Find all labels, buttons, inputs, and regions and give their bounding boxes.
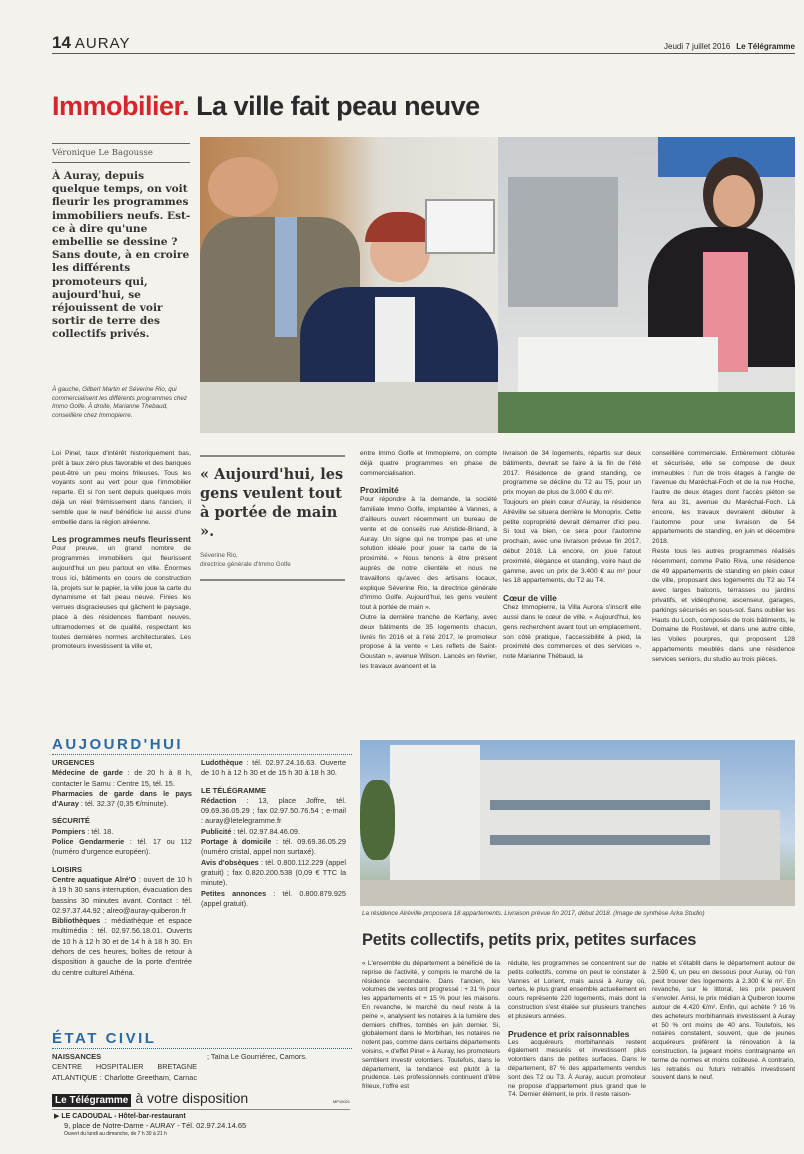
aujourdhui-col-1 <box>52 758 192 978</box>
category-heading: URGENCES <box>52 758 95 767</box>
box-title: AUJOURD'HUI <box>52 736 352 755</box>
issue-date: Jeudi 7 juillet 2016 <box>664 42 731 51</box>
entry-text: : tél. 32.37 (0,35 €/minute). <box>78 799 169 809</box>
paragraph: Reste tous les autres programmes réalisés récemment, comme Patio Riva, une résidence de 49 appartements de standing en plein cœur de ville, proposant des logements du T2 au T4 avec larges balcons, terrasses ou jardins privatifs, et vidéophone, ascenseur, garages, parkings sécurisés en sous-sol. Sans oublier les Hauts du Loch, composés de trois bâtiments, le Domaine de Rostevel, et dans une autre cible, les Voiles pourpres, qui proposent 128 appartements meublés dans une résidence services seniors, du studio au trois pièces. <box>652 547 795 663</box>
title-kicker: Immobilier. <box>52 91 190 121</box>
title-main: La ville fait peau neuve <box>196 91 480 121</box>
page-number: 14 <box>52 33 71 52</box>
paragraph: Les acquéreurs morbihannais restent également mesurés et investissent plus volontiers dans de petites surfaces. Dans le département, 87 % des appartements vendus sont des T2 ou T3. À Auray, aucun promoteur ne propose d'appartement plus grand que le T4. Dernier élément, le prix. Il reste raison- <box>508 1038 646 1099</box>
entry-text: : ouvert de 10 h à 19 h 30 sans interruption, évacuation des bassins 30 minutes avant. Contact : tél. 02.97.37.44.92 ; alreo@auray-quiberon.fr <box>52 874 192 915</box>
category-heading: LOISIRS <box>52 864 83 874</box>
entry-label: Ludothèque <box>201 758 243 767</box>
entry-label: Police Gendarmerie <box>52 837 125 847</box>
article-lead: À Auray, depuis quelque temps, on voit fleurir les programmes immobiliers neufs. Est-ce à dire qu'une embellie se dessine ? Sans doute, à en croire les différents promoteurs qui, aujourd'hui, se réjouissent de voir sortir de terre des collectifs privés. <box>52 170 191 341</box>
paragraph: Chez Immopierre, la Villa Aurora s'inscrit elle aussi dans le cœur de ville. « Aujourd'hui, les gens recherchent avant tout un emplacement, son côté pratique, l'accessibilité à pied, la proximité des commerces et des services », note Marianne Thébaud, la <box>503 604 641 661</box>
pull-quote <box>200 455 345 581</box>
article-column-1 <box>52 449 191 652</box>
paragraph: réduite, les programmes se concentrent sur de petits collectifs, comme on peut le constater à Vannes et Lorient, mais aussi à Auray où, certes, le plus grand ensemble actuellement en cours représente 220 logements, mais dont la construction s'est étalée sur plusieurs tranches et plusieurs années. <box>508 960 646 1020</box>
ad-ref: MP10021 <box>332 1099 350 1104</box>
photo-immo-golfe <box>200 137 498 433</box>
aujourdhui-col-2 <box>201 758 346 909</box>
paragraph: entre Immo Golfe et Immopierre, on compte déjà quatre programmes en phase de commercialisation. <box>360 450 497 477</box>
subheading: Proximité <box>360 485 399 496</box>
photo-caption: À gauche, Gilbert Martin et Séverine Rio, qui commercialisent les différents programmes chez Immo Golfe. À droite, Marianne Thebaud, conseillère chez Immopierre. <box>52 386 188 419</box>
entry-label: Rédaction <box>201 795 237 805</box>
entry-text: : tél. 17 ou 112 (numéro d'urgence européen). <box>52 837 192 857</box>
entry-label: Médecine de garde <box>52 768 123 778</box>
ad-title: à votre disposition <box>135 1090 249 1106</box>
etat-civil-box <box>52 1030 352 1083</box>
brand-logo: Le Télégramme <box>52 1094 131 1107</box>
subheading: Les programmes neufs fleurissent <box>52 534 191 545</box>
entry-text: : tél. 0.800.879.925 (appel gratuit). <box>201 888 346 908</box>
listing-hours: Ouvert du lundi au dimanche, de 7 h 30 à 21 h <box>64 1131 167 1137</box>
entry-text: CENTRE HOSPITALIER BRETAGNE ATLANTIQUE : Charlotte Greetham, Carnac ; Taïna Le Gourriérec, Camors. <box>52 1052 308 1082</box>
article2-title: Petits collectifs, petits prix, petites surfaces <box>362 931 697 949</box>
article-column-4 <box>503 449 641 662</box>
quote-author: Séverine Rio, <box>200 552 238 559</box>
article2-column-2 <box>508 960 646 1100</box>
entry-label: Pharmacies de garde dans le pays d'Auray <box>52 788 192 809</box>
listing-name: LE CADOUDAL - Hôtel-bar-restaurant <box>61 1113 186 1120</box>
paragraph: Pour répondre à la demande, la société familiale Immo Golfe, implantée à Vannes, a d'ailleurs ouvert récemment un bureau de vente et de conseils rue Aristide-Briand, à Auray. Un signe qui ne trompe pas et une solution idéale pour jouer la carte de la proximité. « Nous tenons à être présent auprès de notre clientèle et nous ne travaillons qu'avec des artisans locaux, explique Séverine Rio, la directrice générale d'Immo Golfe. Aujourd'hui, les gens veulent tout à portée de main ». <box>360 496 497 612</box>
subheading: Prudence et prix raisonnables <box>508 1028 630 1039</box>
entry-text: : tél. 18. <box>85 826 114 836</box>
paragraph: conseillère commerciale. Entièrement clôturée et sécurisée, elle se compose de deux immeubles : l'un de trois étages à l'angle de l'avenue du Maréchal-Foch et de la rue Hoche, l'autre de deux étages dont l'accès piéton se fera au 31, avenue du Maréchal-Foch. Là encore, les travaux devraient débuter à l'automne pour une livraison de 54 appartements de standing, en juin et décembre 2018. <box>652 450 795 546</box>
entry-text: : tél. 0.800.112.229 (appel gratuit) ; fax 0.820.200.538 (0,09 € TTC la minute). <box>201 857 346 888</box>
telegramme-ad-header <box>52 1090 350 1110</box>
article-column-3 <box>360 449 497 672</box>
paragraph: Toujours en plein cœur d'Auray, la résidence Alréville se situera derrière le Monoprix. Cette petite copropriété devrait démarrer d'ici peu. Si tout va bien, ce sera pour l'automne prochain, avec une livraison prévue fin 2017, début 2018. Là encore, on joue l'atout proximité, élégance et standing, voire haut de gamme, avec un prix de 3.400 € au m² pour les 18 appartements, du T2 au T4. <box>503 498 641 585</box>
entry-label: Portage à domicile <box>201 837 272 847</box>
page-header <box>52 33 795 54</box>
paragraph: nable et s'établit dans le département autour de 2.590 €, un peu en dessous pour Auray, où l'on peut trouver des logements à 2.300 € le m². En revanche, sur le littoral, les prix peuvent s'envoler. Ainsi, le prix médian à Quiberon tourne autour de 4.420 €/m². Enfin, qui achète ? 16 % des acheteurs morbihannais investissent à Auray et 50 % ont moins de 40 ans. Toutefois, les notaires constatent, souvent, que de jeunes acquéreurs préfèrent la rénovation à la construction, la jugeant moins contraignante en terme de normes et moins coûteuse. A contrario, les retraités ou futurs retraités investissent souvent dans le neuf. <box>652 960 795 1082</box>
entry-text: : tél. 02.97.24.16.63. Ouverte de 10 h à 12 h 30 et de 15 h 30 à 18 h 30. <box>201 758 346 778</box>
entry-text: : tél. 02.97.84.46.09. <box>231 826 300 836</box>
paragraph: Outre la dernière tranche de Kerfany, avec deux bâtiments de 35 logements chacun, livrés fin 2016 et à l'été 2017, le promoteur propose à la vente « Les reflets de Saint-Goustan », avenue Wilson. Lancés en février, les travaux avancent et la <box>360 613 497 670</box>
entry-text: : 13, place Joffre, tél. 09.69.36.05.29 ; fax 02.97.50.76.54 ; e-mail : auray@letelegramme.fr <box>201 795 346 826</box>
article2-column-3 <box>652 960 795 1083</box>
byline: Véronique Le Bagousse <box>52 143 190 163</box>
entry-text: : tél. 09.69.36.05.29 (numéro cristal, appel non surtaxé). <box>201 837 346 857</box>
paragraph: Loi Pinel, taux d'intérêt historiquement bas, prêt à taux zéro plus favorable et des banques peut-être un peu moins frileuses. Tous les voyants sont au vert pour que l'immobilier reparte. Et si l'on sent depuis quelques mois déjà un réel frémissement dans l'ancien, il semble que le neuf bénéficie lui aussi d'une embellie dans la région alréenne. <box>52 450 191 526</box>
article-column-5 <box>652 449 795 665</box>
entry-label: Centre aquatique Alré'O <box>52 874 137 884</box>
residence-rendering-image <box>360 740 795 906</box>
entry-label: Petites annonces <box>201 888 267 898</box>
subheading: Cœur de ville <box>503 593 557 604</box>
photo-immopierre <box>498 137 795 433</box>
paragraph: Pour preuve, un grand nombre de programmes immobiliers qui fleurissent aujourd'hui un peu partout en ville. Énormes trous ici, bâtiments en cours de construction là, projets sur le papier, la ville joue la carte du dynamisme et fait peau neuve. Finies les verrues disgracieuses qui gâchent le paysage, place à des résidences flambant neuves, ultramodernes et de qualité, respectant les toutes dernières normes architecturales. Les promoteurs investissent la ville et, <box>52 545 191 651</box>
listing-address: 9, place de Notre-Dame - AURAY - Tél. 02.97.24.14.65 <box>64 1121 247 1130</box>
category-heading: NAISSANCES <box>52 1052 102 1061</box>
aujourdhui-box <box>52 736 352 755</box>
paragraph: livraison de 34 logements, répartis sur deux bâtiments, devrait se faire à la fin de l'été 2017. Résidence de grand standing, ce programme se décline du T2 au T5, pour un prix moyen de plus de 3.000 € du m². <box>503 450 641 497</box>
entry-label: Publicité <box>201 826 232 836</box>
entry-text: : de 20 h à 8 h, contacter le Samu : Centre 15, tél. 15. <box>52 768 192 788</box>
article2-column-1 <box>362 960 500 1092</box>
entry-label: Avis d'obsèques <box>201 857 259 867</box>
quote-text: « Aujourd'hui, les gens veulent tout à portée de main ». <box>200 466 344 540</box>
article-title <box>52 90 752 122</box>
newspaper-name: Le Télégramme <box>736 42 795 51</box>
box-title: ÉTAT CIVIL <box>52 1030 352 1049</box>
entry-text: : médiathèque et espace multimédia : tél. 02.97.56.18.01. Ouverts de 10 h à 12 h 30 et de 14 h à 18 h 30. En dehors de ces heures, boîtes de retour à disposition à gauche de la porte d'entrée du centre culturel Athéna. <box>52 916 192 977</box>
paragraph: « L'ensemble du département a bénéficié de la reprise de l'activité, y compris le marché de la résidence secondaire. Dans l'ancien, les volumes de ventes ont progressé : + 31 % pour les appartements et + 15 % pour les maisons. En revanche, le marché du neuf reste à la peine », analysent les notaires à la lumière des derniers chiffres, tombés en juin dernier. Si, globalement dans le Morbihan, les notaires ne notent pas, comme dans certains départements voisins, « d'effet Pinel » à Auray, les promoteurs semblent investir volontiers. Toutefois, dans le département, la tendance est plutôt à la prudence. Les professionnels continuent d'être frileux, l'offre est <box>362 960 500 1091</box>
entry-label: Bibliothèques <box>52 916 101 926</box>
ad-listing <box>54 1112 350 1139</box>
arrow-icon: ▶ <box>54 1113 60 1120</box>
quote-role: directrice générale d'Immo Golfe <box>200 561 291 568</box>
section-name: AURAY <box>74 35 131 52</box>
entry-label: Pompiers <box>52 826 86 836</box>
category-heading: LE TÉLÉGRAMME <box>201 785 266 795</box>
category-heading: SÉCURITÉ <box>52 816 90 826</box>
image-caption: La résidence Alréville proposera 18 appartements. Livraison prévue fin 2017, début 2018. (Image de synthèse Arka Studio) <box>362 910 705 917</box>
